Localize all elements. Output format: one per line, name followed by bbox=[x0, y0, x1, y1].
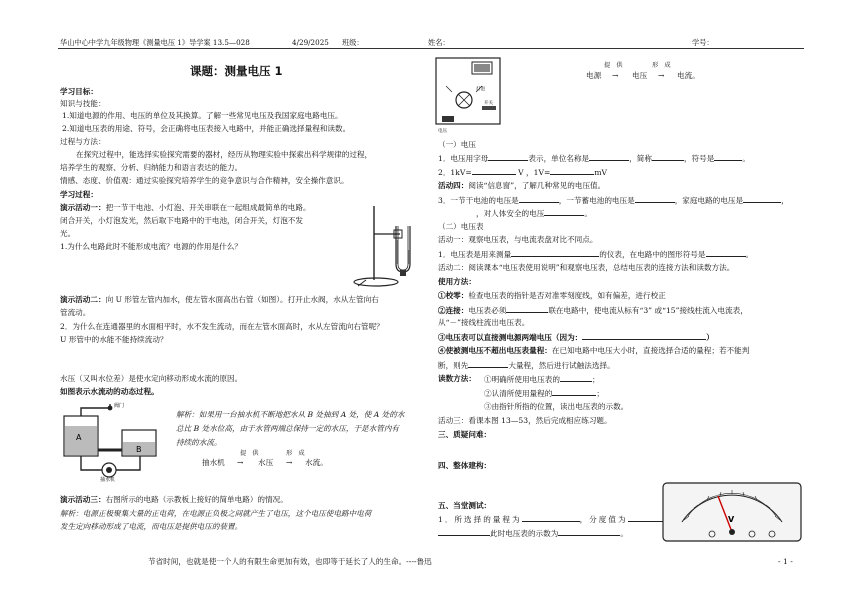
q1-part-b: 表示，单位名称是 bbox=[528, 154, 590, 163]
usage-4-line2 bbox=[438, 359, 615, 371]
usage-2-line2: 从“－”接线柱流出电压表。 bbox=[438, 318, 530, 327]
r-flow-current: 电流。 bbox=[677, 71, 700, 80]
diagram-title: 如图表示水流动的动态过程。 bbox=[60, 387, 159, 396]
analysis-1: 解析：如果用一台抽水机不断地把水从 B 处抽到 A 处，使 A 处的水 bbox=[176, 410, 405, 419]
blank bbox=[438, 527, 490, 536]
question-2-line1: 2．为什么在连通器里的水面相平时，水不发生流动，而在左管水面高时，水从左管流向右管呢？ bbox=[60, 322, 384, 331]
test-1-c: 此时电压表的示数为 bbox=[490, 529, 559, 538]
section-questions: 三、质疑问难： bbox=[438, 430, 492, 439]
u-tube-diagram bbox=[336, 204, 424, 290]
usage-4 bbox=[438, 345, 749, 356]
r-flow-provide: 提 供 bbox=[604, 62, 623, 69]
circuit-source-label: 电压 bbox=[438, 129, 447, 134]
water-pressure-text: 水压（又叫水位差）是使水定向移动形成水流的原因。 bbox=[60, 374, 243, 383]
q-voltage-3: 3．一节干电池的电压是 ，一节蓄电池的电压是 ，家庭电路的电压是 ， bbox=[438, 196, 789, 205]
test-1-b: ，分度值为 bbox=[579, 515, 628, 524]
usage-title: 使用方法： bbox=[438, 277, 476, 286]
process-title: 学习过程： bbox=[60, 190, 98, 199]
usage-3-text: ③电压表可以直接测电源两端电压（因为： bbox=[438, 333, 583, 342]
activity-3-text: 右图所示的电路（示教板上接好的简单电路）的情况。 bbox=[105, 495, 288, 504]
q3-part-b: ，一节蓄电池的电压是 bbox=[558, 196, 635, 205]
q3-part-c: ，家庭电路的电压是 bbox=[674, 196, 744, 205]
r-flow-voltage: 电压 bbox=[632, 71, 648, 80]
test-1-a: 1．所选择的量程为 bbox=[438, 515, 522, 524]
q-voltage-1: 1．电压用字母 表示，单位名称是 ，简称 ，符号是 。 bbox=[438, 154, 750, 163]
reading-text: 阅读“信息窗”，了解几种常见的电压值。 bbox=[468, 181, 606, 190]
blank bbox=[519, 194, 559, 203]
blank bbox=[550, 166, 594, 175]
test-1 bbox=[438, 513, 684, 525]
blank bbox=[635, 194, 675, 203]
r-flow-source: 电源 bbox=[586, 71, 602, 80]
goal-2: 2.知道电压表的用途、符号，会正确将电压表接入电路中，并能正确选择量程和读数。 bbox=[62, 124, 351, 133]
read-2: ②认清所使用量程的 ； bbox=[484, 389, 604, 398]
usage-2 bbox=[438, 304, 748, 316]
read-2-text: ②认清所使用量程的 bbox=[484, 389, 553, 398]
blank bbox=[488, 152, 528, 161]
usage-1-text: 检查电压表的指针是否对准零刻度线，如有偏差，进行校正 bbox=[468, 291, 666, 300]
flow-provide-label: 提 供 bbox=[240, 450, 259, 457]
qv1-part-a: 1．电压表是用来测量 bbox=[438, 250, 512, 259]
header-class: 班级： bbox=[342, 38, 364, 47]
q1-part-a: 1．电压用字母 bbox=[438, 154, 489, 163]
q2-part-d: mV bbox=[594, 168, 608, 177]
usage-1 bbox=[438, 290, 666, 301]
header-rule bbox=[58, 48, 804, 49]
activity-3-label: 演示活动三： bbox=[60, 495, 106, 504]
blank bbox=[472, 166, 516, 175]
footer-quote: 节省时间，也就是使一个人的有限生命更加有效，也即等于延长了人的生命。----鲁迅 bbox=[148, 557, 432, 566]
blank bbox=[544, 207, 584, 216]
test-1-line2: 此时电压表的示数为 。 bbox=[438, 527, 628, 539]
gauge-unit: V bbox=[728, 515, 735, 524]
blank bbox=[706, 248, 746, 257]
tank-a-label: A bbox=[76, 433, 82, 442]
blank bbox=[582, 331, 706, 340]
usage-1-label: ①校零： bbox=[438, 291, 469, 300]
flow-pressure: 水压 bbox=[258, 458, 274, 467]
blank bbox=[743, 194, 781, 203]
activity-3 bbox=[60, 494, 288, 505]
q1-part-c: ，简称 bbox=[629, 154, 652, 163]
goals-title: 学习目标： bbox=[60, 87, 98, 96]
read-method-title: 读数方法： bbox=[438, 374, 476, 383]
activity-2-line2: 管流动。 bbox=[60, 308, 91, 317]
q-voltage-3-line2: ，对人体安全的电压 。 bbox=[476, 209, 592, 218]
blank bbox=[589, 152, 629, 161]
blank bbox=[506, 304, 548, 313]
usage-2-a: 电压表必须 bbox=[468, 306, 507, 315]
activity-1 bbox=[60, 202, 311, 213]
activity-2-text: 向 U 形管左管内加水，使左管水面高出右管（如图）。打开止水阀，水从左管向右 bbox=[105, 295, 379, 304]
water-flow-diagram bbox=[60, 402, 170, 482]
read-1: ①明确所使用电压表的 ； bbox=[484, 375, 600, 384]
tank-b-label: B bbox=[136, 445, 142, 454]
activity-1-line2: 闭合开关，小灯泡发光，然后取下电路中的干电池，闭合开关，灯泡不发 bbox=[60, 216, 303, 225]
page-number: - 1 - bbox=[778, 557, 793, 566]
analysis-b-1: 解析：电源正极聚集大量的正电荷，在电源正负极之间就产生了电压，这个电压使电路中电荷 bbox=[60, 509, 372, 518]
blank bbox=[714, 152, 742, 161]
read-1-text: ①明确所使用电压表的 bbox=[484, 375, 560, 384]
valve-label: 阀门 bbox=[114, 403, 125, 409]
read-3: ③由指针所指的位置，读出电压表的示数。 bbox=[484, 402, 629, 411]
flow-pump: 抽水机 bbox=[202, 458, 225, 467]
analysis-b-2: 发生定向移动形成了电流，而电压是提供电压的装置。 bbox=[60, 522, 243, 531]
voltmeter-gauge bbox=[662, 482, 802, 542]
process-label: 过程与方法： bbox=[60, 137, 106, 146]
flow-arrow-1: → bbox=[237, 458, 244, 467]
blank bbox=[552, 387, 596, 396]
section-test: 五、当堂测试： bbox=[438, 501, 492, 510]
analysis-3: 持续的水流。 bbox=[176, 438, 222, 447]
q2-part-b: V bbox=[518, 168, 524, 177]
emotion-text: 情感、态度、价值观：通过实验探究培养学生的竞争意识与合作精神，安全操作意识。 bbox=[60, 176, 349, 185]
r-flow-form: 形 成 bbox=[652, 62, 671, 69]
q3-part-d: ，对人体安全的电压 bbox=[476, 209, 545, 218]
flow-form-label: 形 成 bbox=[286, 450, 305, 457]
blank bbox=[652, 152, 684, 161]
q1-part-d: ，符号是 bbox=[683, 154, 715, 163]
reading-activity bbox=[438, 180, 605, 191]
q3-part-a: 3．一节干电池的电压是 bbox=[438, 196, 519, 205]
section-voltmeter: （二）电压表 bbox=[438, 222, 484, 231]
process-text-1: 在探究过程中，能选择实验探究需要的器材，经历从物理实验中探索出科学规律的过程， bbox=[76, 150, 373, 159]
r-flow-arrow-1: → bbox=[612, 71, 619, 80]
usage-4-label: ④使被测电压不超出电压表量程： bbox=[438, 346, 552, 355]
analysis-2: 总比 B 处水位高，由于水管两端总保持一定的水压，于是水管内有 bbox=[176, 424, 400, 433]
section-structure: 四、整体建构： bbox=[438, 461, 492, 470]
usage-2-label: ②连接： bbox=[438, 306, 469, 315]
header-date: 4/29/2025 bbox=[292, 38, 329, 47]
section-voltage: （一）电压 bbox=[438, 140, 476, 149]
blank bbox=[558, 527, 620, 536]
question-1: 1.为什么电路此时不能形成电流？电源的作用是什么？ bbox=[60, 242, 242, 251]
process-text-2: 培养学生的观察、分析、归纳能力和语言表达的能力。 bbox=[60, 163, 243, 172]
flow-arrow-2: → bbox=[286, 458, 293, 467]
blank bbox=[511, 248, 599, 257]
activity-2-label: 演示活动二： bbox=[60, 295, 106, 304]
blank bbox=[560, 373, 592, 382]
flow-current: 水流。 bbox=[305, 458, 328, 467]
header-name: 姓名： bbox=[428, 38, 450, 47]
question-2-line2: U 形管中的水能不能持续流动？ bbox=[60, 335, 168, 344]
goal-1: 1.知道电源的作用、电压的单位及其换算。了解一些常见电压及我国家庭电路电压。 bbox=[62, 111, 343, 120]
activity-1-line3: 光。 bbox=[60, 229, 76, 238]
pump-label: 抽水机 bbox=[100, 477, 116, 482]
usage-4-text: 在已知电路中电压大小时，直接选择合适的量程；若不能判 bbox=[551, 346, 750, 355]
header-school: 华山中心中学九年级物理《测量电压 1》导学案 13.5—028 bbox=[60, 38, 250, 47]
usage-4-d: 大量程，然后进行试触法选择。 bbox=[508, 361, 615, 370]
activity-1-text: 把一节干电池、小灯泡、开关串联在一起组成最简单的电路。 bbox=[105, 203, 311, 212]
read-activity: 活动二：阅读课本“电压表使用说明”和观察电压表，总结电压表的连接方法和读数方法。 bbox=[438, 263, 735, 272]
page-title: 课题：测量电压 1 bbox=[190, 64, 283, 78]
reading-label: 活动四： bbox=[438, 181, 469, 190]
usage-2-b: 联在电路中，使电流从标有“3” 或“15”接线柱流入电流表， bbox=[548, 306, 748, 315]
usage-4-c: 断，则先 bbox=[438, 361, 469, 370]
q-voltmeter-1: 1．电压表是用来测量 的仪表，在电路中的图形符号是 。 bbox=[438, 250, 754, 259]
circuit-diagram bbox=[432, 54, 504, 134]
qv1-part-b: 的仪表，在电路中的图形符号是 bbox=[599, 250, 706, 259]
activity-2 bbox=[60, 294, 379, 305]
q2-part-c: ，1V= bbox=[526, 168, 551, 177]
usage-3: ③电压表可以直接测电源两端电压（因为： ） bbox=[438, 333, 714, 342]
r-flow-arrow-2: → bbox=[658, 71, 665, 80]
circuit-switch-label: 开关 bbox=[484, 101, 493, 106]
circuit-bulb-label: 灯泡 bbox=[476, 87, 485, 92]
activity-1-label: 演示活动一： bbox=[60, 203, 106, 212]
blank bbox=[522, 513, 580, 522]
q2-part-a: 2．1kV= bbox=[438, 168, 472, 177]
header-id: 学号： bbox=[692, 38, 714, 47]
q-voltage-2 bbox=[438, 166, 607, 178]
observe-activity: 活动一：观察电压表，与电流表盘对比不同点。 bbox=[438, 235, 598, 244]
blank bbox=[468, 359, 508, 368]
activity-3-right: 活动三：看课本图 13—53，然后完成相应练习题。 bbox=[438, 416, 612, 425]
knowledge-label: 知识与技能： bbox=[60, 99, 106, 108]
